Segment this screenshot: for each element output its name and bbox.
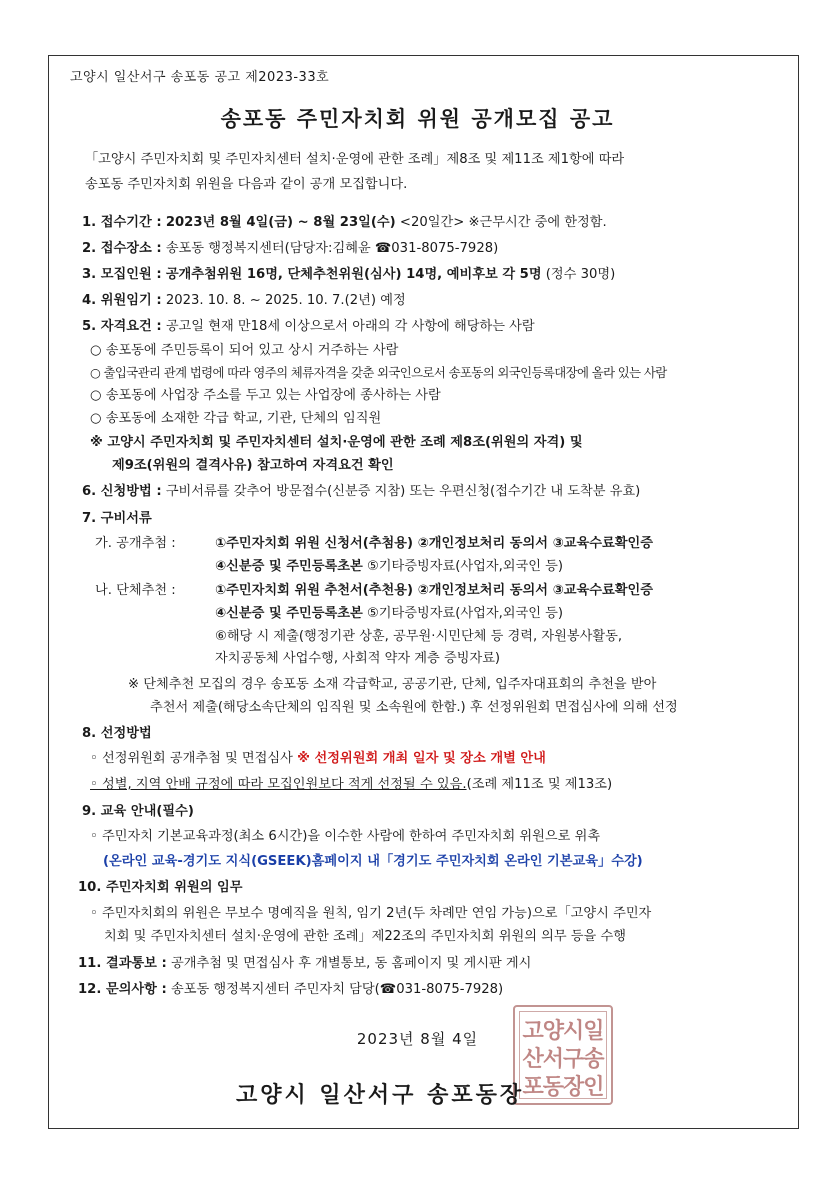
item-5-bullet: ○ 송포동에 소재한 각급 학교, 기관, 단체의 임직원: [90, 411, 382, 426]
item-6: [82, 485, 640, 498]
item-8-line-1: [90, 752, 546, 765]
intro-line-1: 「고양시 주민자치회 및 주민자치센터 설치·운영에 관한 조례」제8조 및 제11조 제1항에 따라: [85, 152, 625, 167]
seal-text: 고양시일: [522, 1019, 604, 1044]
item-9-line-1: ◦ 주민자치 기본교육과정(최소 6시간)을 이수한 사람에 한하여 주민자치회 위원으로 위촉: [90, 829, 601, 844]
item-5: [82, 320, 535, 333]
item-4-detail: 2023. 10. 8. ~ 2025. 10. 7.(2년) 예정: [165, 293, 406, 308]
item-8-rest: (조례 제11조 및 제13조): [466, 777, 613, 792]
item-2-label: 2. 접수장소 :: [82, 241, 162, 256]
item-5-note: 제9조(위원의 결격사유) 참고하여 자격요건 확인: [112, 458, 394, 473]
item-7-a-rest: ⑤기타증빙자료(사업자,외국인 등): [366, 559, 564, 574]
item-7-a-line: ①주민자치회 위원 신청서(추첨용) ②개인정보처리 동의서 ③교육수료확인증: [215, 536, 653, 551]
item-7-note: 추천서 제출(해당소속단체의 임직원 및 소속원에 한함.) 후 선정위원회 면접심사에 의해 선정: [150, 700, 678, 715]
item-7-b-line: 자치공동체 사업수행, 사회적 약자 계층 증빙자료): [215, 651, 501, 666]
intro-line-2: 송포동 주민자치회 위원을 다음과 같이 공개 모집합니다.: [85, 177, 408, 192]
item-7-a-label: 가. 공개추첨 :: [95, 536, 176, 551]
item-12-detail: 송포동 행정복지센터 주민자치 담당(☎031-8075-7928): [170, 982, 504, 997]
item-4: [82, 294, 406, 307]
item-3-label: 3. 모집인원 :: [82, 267, 162, 282]
item-10-line-2: 치회 및 주민자치센터 설치·운영에 관한 조례」제22조의 주민자치회 위원의 의무 등을 수행: [104, 929, 626, 944]
item-1-detail: <20일간> ※근무시간 중에 한정함.: [399, 215, 607, 230]
item-3-detail: (정수 30명): [545, 267, 616, 282]
item-11-detail: 공개추첨 및 면접심사 후 개별통보, 동 홈페이지 및 게시판 게시: [170, 956, 532, 971]
item-1-period: 2023년 8월 4일(금) ~ 8월 23일(수): [165, 215, 396, 230]
item-3-recruit: 공개추첨위원 16명, 단체추천위원(심사) 14명, 예비후보 각 5명: [165, 267, 542, 282]
item-1-label: 1. 접수기간 :: [82, 215, 162, 230]
notice-number: 고양시 일산서구 송포동 공고 제2023-33호: [70, 70, 330, 85]
item-8-line-2: [90, 778, 612, 791]
item-9-line-2: (온라인 교육-경기도 지식(GSEEK)홈페이지 내「경기도 주민자치회 온라인 기본교육」수강): [103, 854, 643, 869]
item-7-b-line: [215, 607, 563, 620]
item-7-b-rest: ⑤기타증빙자료(사업자,외국인 등): [366, 606, 564, 621]
official-seal: [513, 1005, 613, 1105]
item-6-detail: 구비서류를 갖추어 방문접수(신분증 지참) 또는 우편신청(접수기간 내 도착분 유효): [165, 484, 641, 499]
item-5-bullet: ○ 송포동에 주민등록이 되어 있고 상시 거주하는 사람: [90, 343, 399, 358]
item-7-b-line: ⑥해당 시 제출(행정기관 상훈, 공무원·시민단체 등 경력, 자원봉사활동,: [215, 629, 623, 644]
signer-name: 고양시 일산서구 송포동장: [236, 1082, 525, 1108]
item-2: [82, 242, 498, 255]
item-7-label: 7. 구비서류: [82, 511, 152, 526]
item-8-red-note: ※ 선정위원회 개최 일자 및 장소 개별 안내: [297, 751, 546, 766]
item-7-note: ※ 단체추천 모집의 경우 송포동 소재 각급학교, 공공기관, 단체, 입주자대표회의 추천을 받아: [128, 677, 657, 692]
item-2-detail: 송포동 행정복지센터(담당자:김혜윤 ☎031-8075-7928): [165, 241, 499, 256]
item-5-bullet: ○ 출입국관리 관계 법령에 따라 영주의 체류자격을 갖춘 외국인으로서 송포동의 외국인등록대장에 올라 있는 사람: [90, 365, 667, 380]
item-7-b-line: ①주민자치회 위원 추천서(추천용) ②개인정보처리 동의서 ③교육수료확인증: [215, 583, 653, 598]
item-5-detail: 공고일 현재 만18세 이상으로서 아래의 각 사항에 해당하는 사람: [165, 319, 535, 334]
item-7-a-bold: ④신분증 및 주민등록초본: [215, 559, 363, 574]
seal-text: 포동장인: [522, 1075, 604, 1100]
item-9-label: 9. 교육 안내(필수): [82, 804, 194, 819]
item-4-label: 4. 위원임기 :: [82, 293, 162, 308]
item-5-label: 5. 자격요건 :: [82, 319, 162, 334]
item-8-label: 8. 선정방법: [82, 726, 152, 741]
item-1: [82, 216, 607, 229]
item-8-underlined: ◦ 성별, 지역 안배 규정에 따라 모집인원보다 적게 선정될 수 있음.: [90, 777, 467, 792]
item-7-b-label: 나. 단체추천 :: [95, 583, 176, 598]
item-8-text: ◦ 선정위원회 공개추첨 및 면접심사: [90, 751, 293, 766]
item-7-a-line: [215, 560, 563, 573]
item-12-label: 12. 문의사항 :: [78, 982, 167, 997]
item-3: [82, 268, 615, 281]
item-11-label: 11. 결과통보 :: [78, 956, 167, 971]
item-5-note: ※ 고양시 주민자치회 및 주민자치센터 설치·운영에 관한 조례 제8조(위원의 자격) 및: [90, 435, 583, 450]
seal-text: 산서구송: [522, 1047, 604, 1072]
item-5-bullet: ○ 송포동에 사업장 주소를 두고 있는 사업장에 종사하는 사람: [90, 388, 441, 403]
item-10-line-1: ◦ 주민자치회의 위원은 무보수 명예직을 원칙, 임기 2년(두 차례만 연임 가능)으로「고양시 주민자: [90, 906, 652, 921]
item-6-label: 6. 신청방법 :: [82, 484, 162, 499]
document-title: 송포동 주민자치회 위원 공개모집 공고: [220, 107, 615, 131]
item-12: [78, 983, 503, 996]
item-11: [78, 957, 531, 970]
notice-date: 2023년 8월 4일: [356, 1030, 479, 1048]
item-7-b-bold: ④신분증 및 주민등록초본: [215, 606, 363, 621]
item-10-label: 10. 주민자치회 위원의 임무: [78, 880, 243, 895]
